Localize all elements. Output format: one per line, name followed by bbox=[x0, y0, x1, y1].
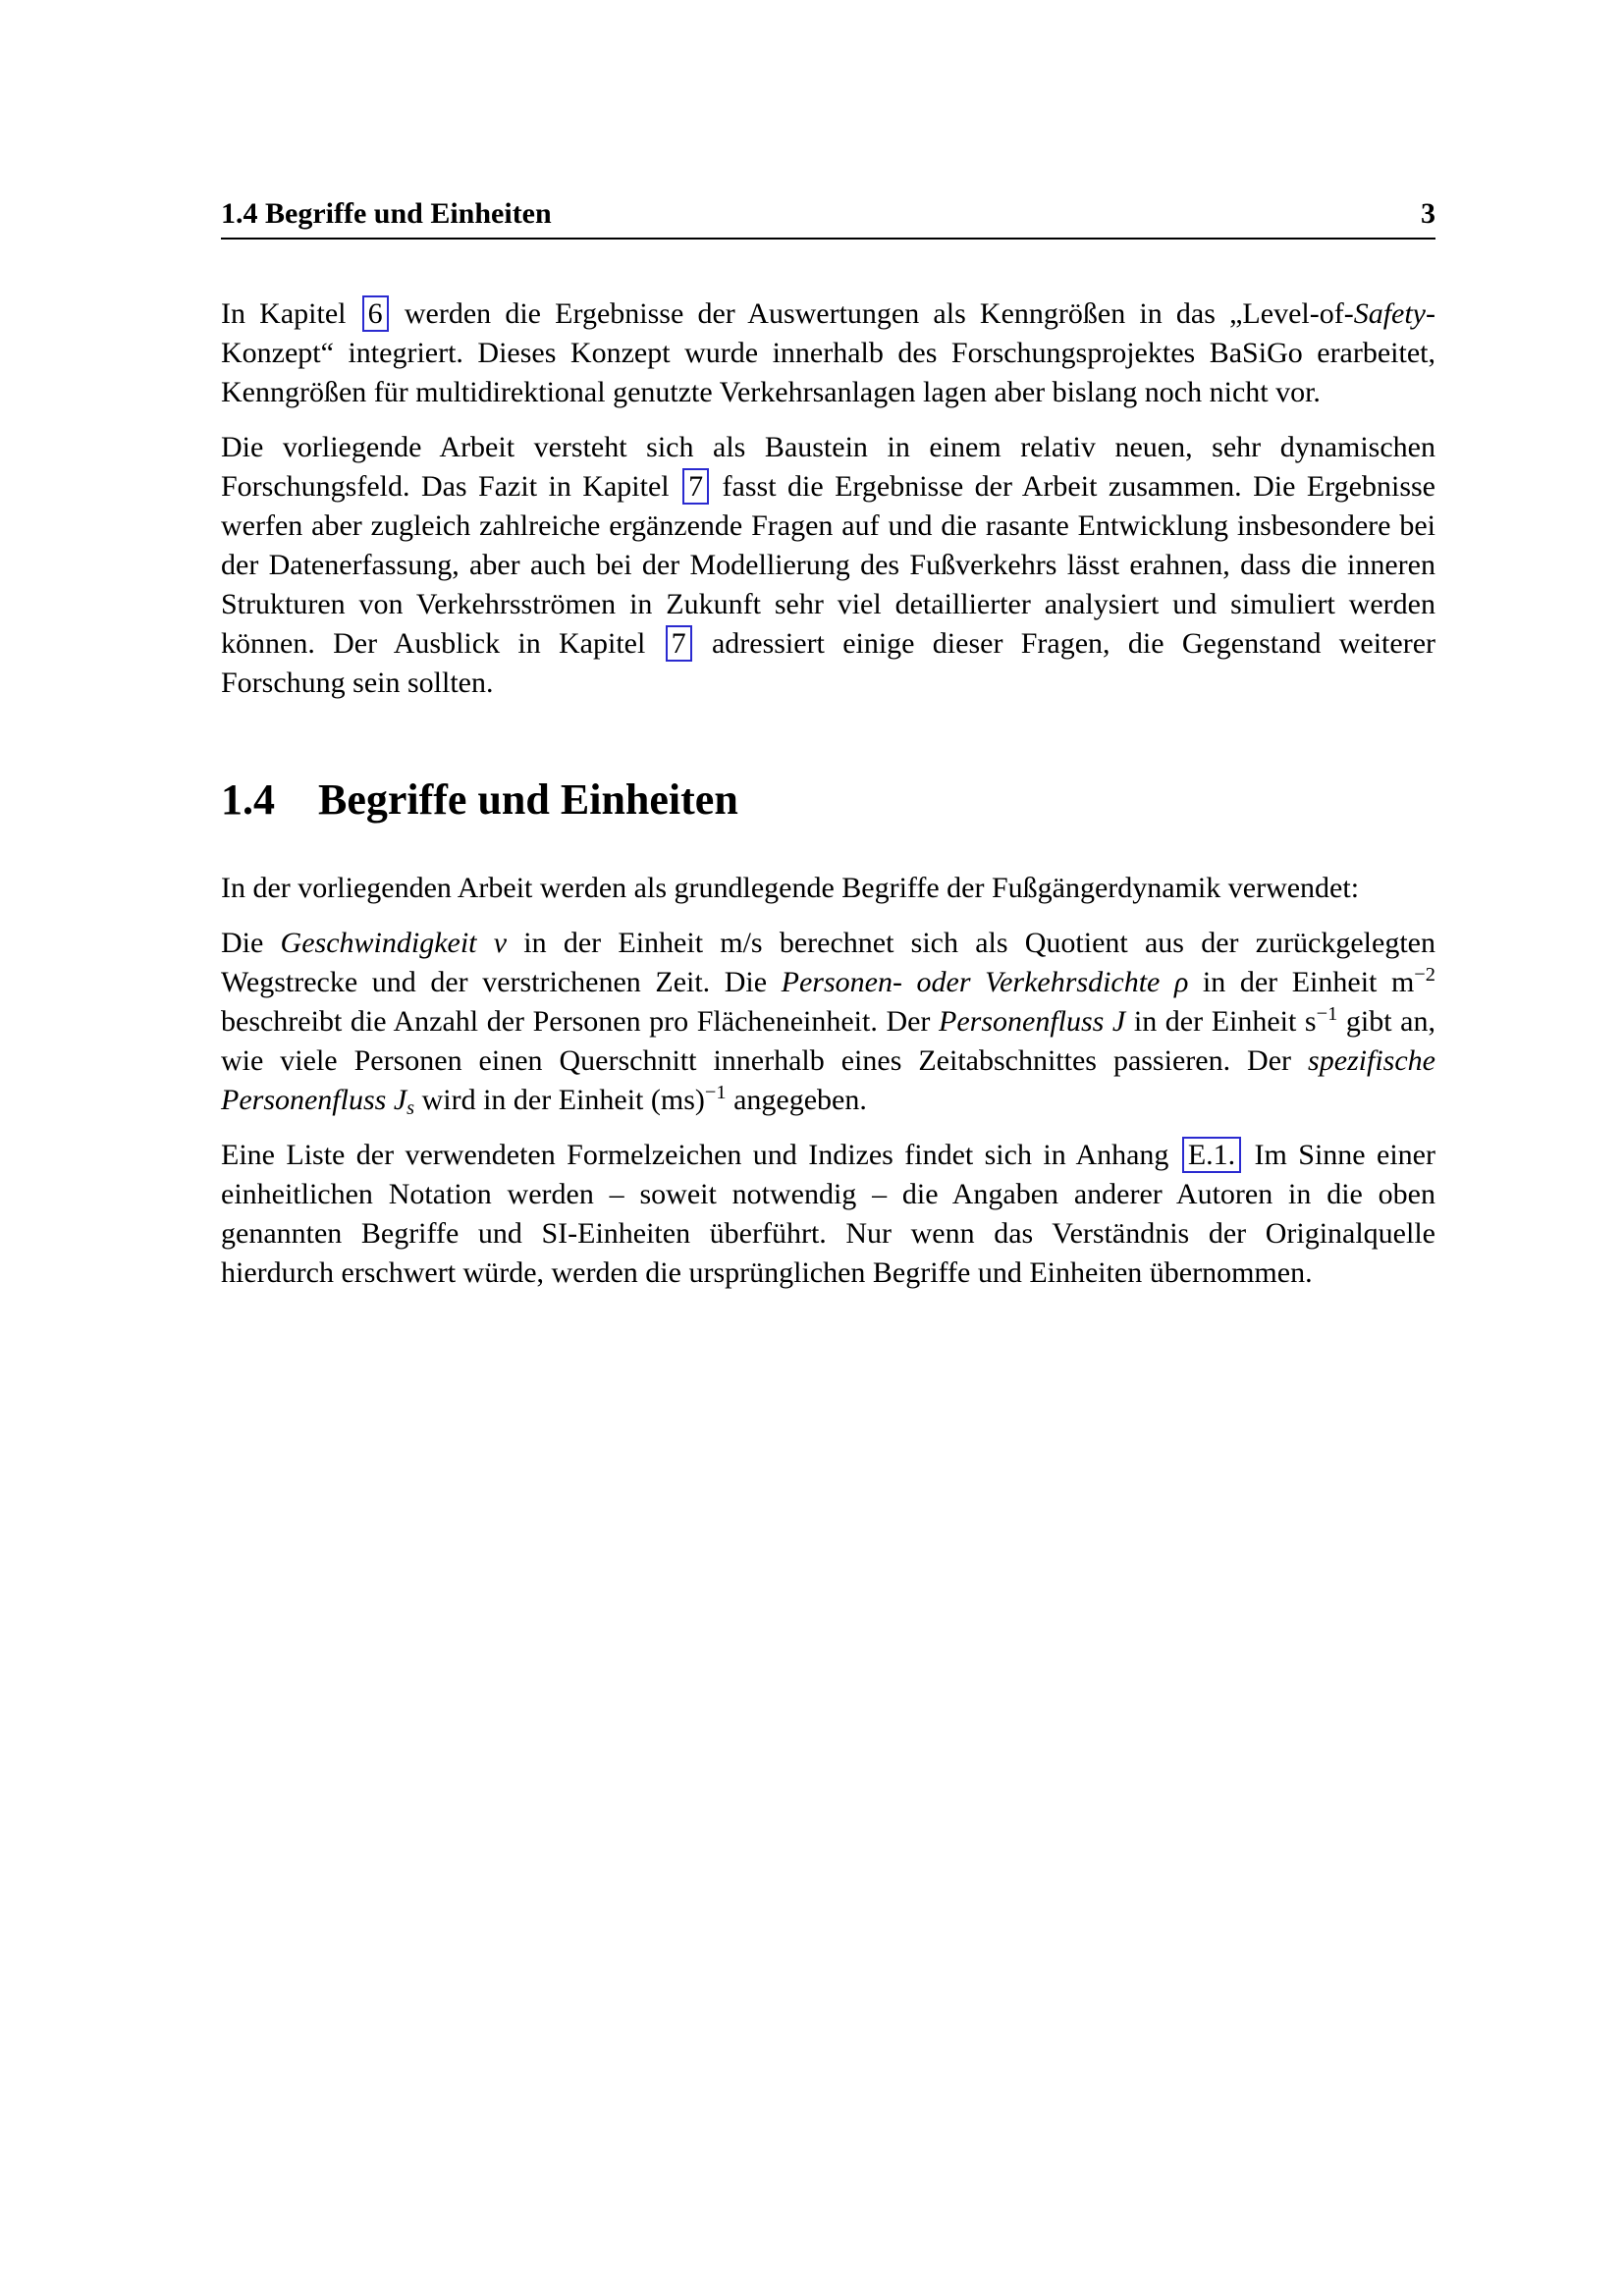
text-run: ρ bbox=[1173, 965, 1189, 998]
text-run: adressiert einige dieser Fragen, die Gegenstand weiterer Forschung sein sollten. bbox=[221, 627, 1436, 699]
section-title: Begriffe und Einheiten bbox=[318, 775, 738, 824]
text-run: Die vorliegende Arbeit versteht sich als Baustein in einem relativ neuen, sehr dynamischen Forschungsfeld. Das Fazit in Kapitel bbox=[221, 431, 1435, 503]
text-run: beschreibt die Anzahl der Personen pro Flächeneinheit. Der bbox=[221, 1004, 940, 1038]
text-run: in der Einheit m bbox=[1188, 965, 1415, 998]
text-run: −1 bbox=[1316, 1003, 1338, 1026]
ref-link[interactable]: E.1. bbox=[1182, 1137, 1241, 1173]
text-run: Geschwindigkeit v bbox=[280, 926, 508, 959]
text-run: J bbox=[393, 1083, 407, 1116]
text-run: Personen- oder Verkehrsdichte bbox=[781, 965, 1161, 998]
paragraph bbox=[221, 924, 1435, 1120]
text-run: In der vorliegenden Arbeit werden als grundlegende Begriffe der Fußgängerdynamik verwendet: bbox=[221, 871, 1360, 904]
text-run: Personenfluss J bbox=[939, 1004, 1126, 1038]
text-run: gibt an, wie viele Personen einen Querschnitt innerhalb eines Zeitabschnittes passieren. Der bbox=[221, 1004, 1435, 1077]
text-run: angegeben. bbox=[726, 1083, 867, 1116]
text-run: In Kapitel bbox=[221, 297, 360, 330]
running-header bbox=[221, 196, 1435, 238]
content-blocks bbox=[221, 294, 1435, 1293]
paragraph bbox=[221, 428, 1435, 703]
section-heading bbox=[221, 775, 1435, 826]
text-run: werden die Ergebnisse der Auswertungen als Kenngrößen in das „Level-of- bbox=[390, 297, 1354, 330]
header-rule bbox=[221, 238, 1435, 240]
paragraph bbox=[221, 294, 1435, 412]
text-run: −1 bbox=[704, 1082, 727, 1104]
running-header-section: 1.4 Begriffe und Einheiten bbox=[221, 197, 552, 230]
page-number: 3 bbox=[1421, 197, 1435, 230]
text-run: Die bbox=[221, 926, 281, 959]
text-run: −2 bbox=[1414, 964, 1435, 987]
section-number: 1.4 bbox=[221, 775, 275, 824]
text-run bbox=[386, 1084, 394, 1116]
text-run: fasst die Ergebnisse der Arbeit zusammen. Die Ergebnisse werfen aber zugleich zahlreiche ergänzende Fragen auf und die rasante Entwicklung insbesondere bei der Datenerfassung, aber auch bei der Modellierung des Fußverkehrs lässt erahnen, dass die inneren Strukturen von Verkehrsströmen in Zukunft sehr viel detaillierter analysiert und simuliert werden können. Der Ausblick in Kapitel bbox=[221, 470, 1435, 660]
text-run: spezifische Personenfluss bbox=[221, 1043, 1435, 1116]
ref-link[interactable]: 7 bbox=[682, 468, 709, 505]
paragraph bbox=[221, 869, 1435, 908]
text-run: wird in der Einheit (ms) bbox=[414, 1083, 705, 1116]
text-run bbox=[1160, 966, 1174, 998]
text-run: in der Einheit s bbox=[1125, 1004, 1317, 1038]
text-run: Eine Liste der verwendeten Formelzeichen und Indizes findet sich in Anhang bbox=[221, 1138, 1180, 1171]
text-run: in der Einheit m/s berechnet sich als Quotient aus der zurückgelegten Wegstrecke und der verstrichenen Zeit. Die bbox=[221, 926, 1435, 998]
paragraph bbox=[221, 1136, 1435, 1293]
text-run: Im Sinne einer einheitlichen Notation werden – soweit notwendig – die Angaben anderer Autoren in die oben genannten Begriffe und SI-Einheiten überführt. Nur wenn das Verständnis der Originalquelle hierdurch erschwert würde, werden die ursprünglichen Begriffe und Einheiten übernommen. bbox=[221, 1138, 1435, 1289]
text-run: Safety bbox=[1353, 297, 1426, 330]
text-run: s bbox=[406, 1097, 415, 1120]
text-area bbox=[221, 196, 1435, 1308]
ref-link[interactable]: 7 bbox=[666, 625, 692, 662]
ref-link[interactable]: 6 bbox=[362, 295, 389, 332]
text-run: -Konzept“ integriert. Dieses Konzept wurde innerhalb des Forschungsprojektes BaSiGo erarbeitet, Kenngrößen für multidirektional genutzte Verkehrsanlagen lagen aber bislang noch nicht vor. bbox=[221, 297, 1435, 408]
